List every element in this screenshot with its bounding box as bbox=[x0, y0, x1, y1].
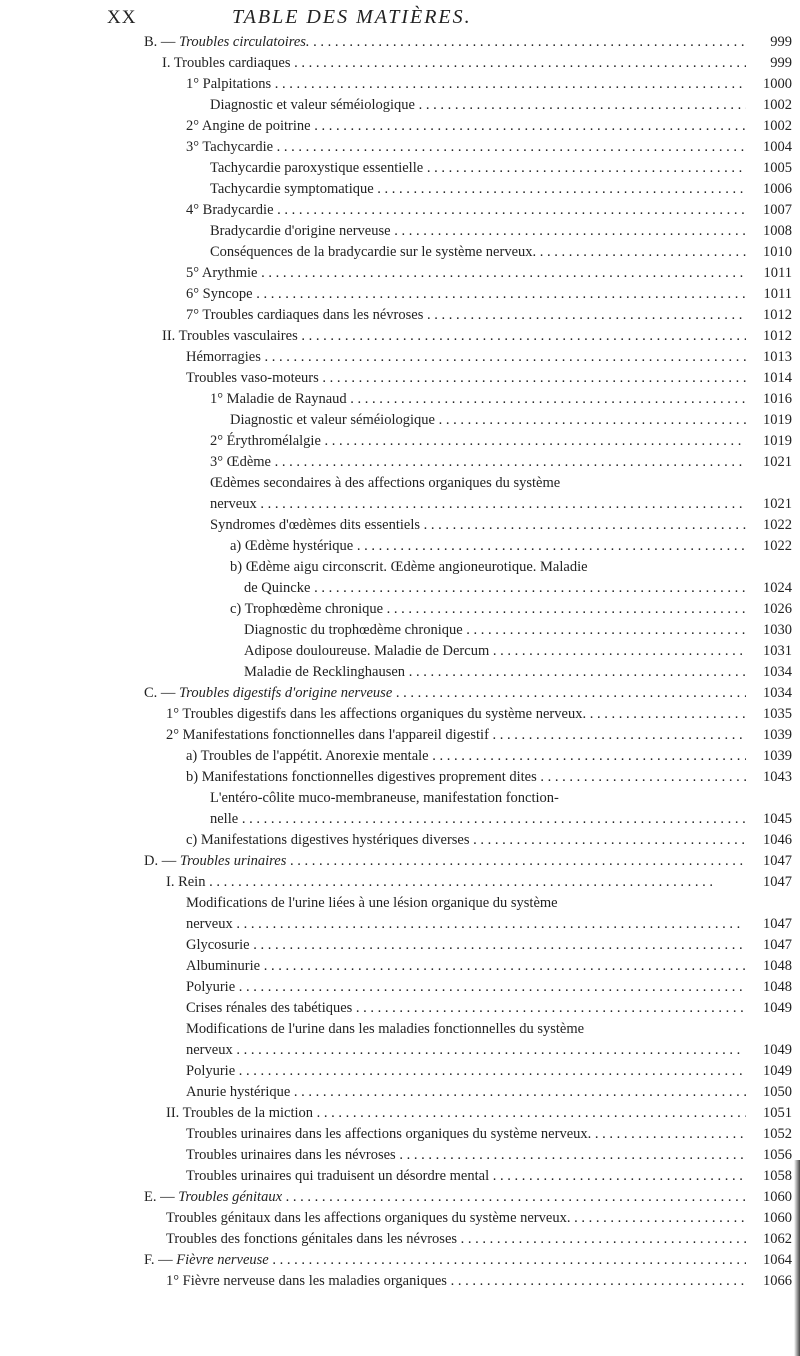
toc-entry-title bbox=[186, 998, 746, 1018]
toc-entry-page: 1060 bbox=[763, 1189, 792, 1205]
toc-entry bbox=[244, 641, 792, 661]
toc-entry-page: 1021 bbox=[763, 454, 792, 470]
toc-entry-title bbox=[166, 704, 746, 724]
toc-entry-text: 3° Tachycardie bbox=[186, 139, 274, 155]
toc-entry-page: 1019 bbox=[763, 412, 792, 428]
toc-entry bbox=[210, 473, 792, 493]
toc-entry-text: nerveux bbox=[186, 1042, 233, 1058]
toc-entry bbox=[186, 263, 792, 283]
toc-entry-text: Modifications de l'urine liées à une lésion organique du système bbox=[186, 895, 558, 911]
toc-entry-title bbox=[166, 872, 713, 892]
toc-entry bbox=[210, 158, 792, 178]
toc-entry bbox=[162, 53, 792, 73]
toc-entry-text: 6° Syncope bbox=[186, 286, 253, 302]
toc-entry-text: c) Manifestations digestives hystériques diverses bbox=[186, 832, 470, 848]
toc-entry bbox=[186, 116, 792, 136]
toc-entry-page: 1019 bbox=[763, 433, 792, 449]
toc-entry bbox=[210, 515, 792, 535]
toc-entry-italic-title: Fièvre nerveuse bbox=[176, 1252, 269, 1268]
toc-entry-text: Glycosurie bbox=[186, 937, 250, 953]
toc-entry bbox=[186, 74, 792, 94]
toc-entry-text: 7° Troubles cardiaques dans les névroses bbox=[186, 307, 424, 323]
toc-entry-text: I. Troubles cardiaques bbox=[162, 55, 291, 71]
toc-entry-page: 1010 bbox=[763, 244, 792, 260]
toc-entry-page: 1011 bbox=[763, 286, 792, 302]
toc-entry-text: E. — bbox=[144, 1189, 179, 1205]
toc-entry bbox=[186, 830, 792, 850]
toc-entry bbox=[230, 557, 792, 577]
toc-entry-title bbox=[230, 410, 746, 430]
toc-entry-page: 1002 bbox=[763, 118, 792, 134]
toc-entry-text: de Quincke bbox=[244, 580, 311, 596]
toc-entry bbox=[230, 599, 792, 619]
toc-entry bbox=[210, 242, 792, 262]
toc-entry-page: 1034 bbox=[763, 664, 792, 680]
toc-entry-title bbox=[210, 473, 560, 493]
toc-entry-title bbox=[210, 788, 559, 808]
toc-entry-page: 1026 bbox=[763, 601, 792, 617]
toc-entry-page: 1012 bbox=[763, 307, 792, 323]
toc-entry-title bbox=[186, 284, 746, 304]
toc-entry bbox=[144, 32, 792, 52]
toc-entry bbox=[210, 389, 792, 409]
toc-entry-title bbox=[210, 95, 746, 115]
toc-entry-title bbox=[186, 116, 746, 136]
toc-entry-title bbox=[186, 977, 743, 997]
toc-entry-title bbox=[210, 452, 746, 472]
toc-entry-page: 1043 bbox=[763, 769, 792, 785]
toc-entry-text: C. — bbox=[144, 685, 180, 701]
toc-entry-text: Conséquences de la bradycardie sur le système nerveux. . . bbox=[210, 244, 551, 260]
toc-entry bbox=[186, 935, 792, 955]
toc-entry-title bbox=[186, 746, 746, 766]
toc-entry bbox=[244, 662, 792, 682]
toc-entry bbox=[186, 1145, 792, 1165]
toc-entry-text: a) Troubles de l'appétit. Anorexie mentale bbox=[186, 748, 429, 764]
toc-entry bbox=[186, 1124, 792, 1144]
toc-entry-page: 1031 bbox=[763, 643, 792, 659]
toc-entry bbox=[166, 1103, 792, 1123]
toc-entry-page: 1047 bbox=[763, 916, 792, 932]
toc-entry bbox=[166, 725, 792, 745]
toc-entry-title bbox=[186, 893, 558, 913]
toc-entry-text: Diagnostic du trophœdème chronique bbox=[244, 622, 463, 638]
toc-entry-title bbox=[186, 137, 746, 157]
toc-entry bbox=[166, 1229, 792, 1249]
toc-entry-title bbox=[186, 830, 746, 850]
toc-entry-text: Modifications de l'urine dans les maladies fonctionnelles du système bbox=[186, 1021, 585, 1037]
toc-entry bbox=[210, 95, 792, 115]
toc-entry-page: 1060 bbox=[763, 1210, 792, 1226]
toc-entry-text: nerveux bbox=[186, 916, 233, 932]
toc-entry bbox=[166, 704, 792, 724]
toc-entry bbox=[186, 284, 792, 304]
toc-entry-page: 1012 bbox=[763, 328, 792, 344]
toc-entry-text: Diagnostic et valeur séméiologique bbox=[230, 412, 435, 428]
toc-entry-text: Troubles urinaires dans les affections organiques du système nerveux. bbox=[186, 1126, 592, 1142]
running-head: TABLE DES MATIÈRES. bbox=[232, 6, 472, 28]
toc-entry-text: B. — bbox=[144, 34, 180, 50]
toc-entry-text: II. Troubles vasculaires bbox=[162, 328, 298, 344]
toc-entry-italic-title: Troubles circulatoires. bbox=[179, 34, 310, 50]
toc-entry-text: 1° Troubles digestifs dans les affections organiques du système nerveux. bbox=[166, 706, 587, 722]
toc-entry-text: Polyurie bbox=[186, 1063, 236, 1079]
toc-entry-page: 1058 bbox=[763, 1168, 792, 1184]
toc-entry-text: Troubles vaso-moteurs bbox=[186, 370, 319, 386]
toc-entry-title bbox=[244, 641, 746, 661]
toc-entry-title bbox=[144, 32, 746, 52]
toc-entry-title bbox=[230, 599, 746, 619]
toc-entry bbox=[210, 179, 792, 199]
toc-entry-text: Syndromes d'œdèmes dits essentiels bbox=[210, 517, 421, 533]
toc-entry-text: Crises rénales des tabétiques bbox=[186, 1000, 353, 1016]
toc-entry-title bbox=[166, 1229, 746, 1249]
toc-entry-title bbox=[186, 1040, 740, 1060]
toc-entry-text: b) Œdème aigu circonscrit. Œdème angioneurotique. Maladie bbox=[230, 559, 588, 575]
toc-entry-text: 2° Angine de poitrine bbox=[186, 118, 311, 134]
toc-entry-page: 1024 bbox=[763, 580, 792, 596]
toc-entry-page: 1049 bbox=[763, 1063, 792, 1079]
toc-entry-italic-title: Troubles digestifs d'origine nerveuse bbox=[179, 685, 393, 701]
toc-entry bbox=[244, 620, 792, 640]
page-edge-shadow bbox=[794, 1160, 800, 1356]
toc-entry-text: F. — bbox=[144, 1252, 177, 1268]
toc-entry-page: 1004 bbox=[763, 139, 792, 155]
toc-entry bbox=[144, 1250, 792, 1270]
toc-entry bbox=[186, 1040, 792, 1060]
toc-entry-title bbox=[210, 809, 746, 829]
toc-entry bbox=[186, 1019, 792, 1039]
toc-entry-page: 1035 bbox=[763, 706, 792, 722]
toc-entry bbox=[244, 578, 792, 598]
toc-entry-title bbox=[186, 1061, 743, 1081]
toc-entry-text: 2° Érythromélalgie bbox=[210, 433, 321, 449]
toc-entry-text: I. Rein bbox=[166, 874, 206, 890]
toc-entry-page: 1039 bbox=[763, 748, 792, 764]
toc-entry-page: 999 bbox=[770, 55, 792, 71]
toc-entry-title bbox=[162, 53, 746, 73]
toc-entry-title bbox=[186, 200, 746, 220]
toc-entry bbox=[144, 1187, 792, 1207]
toc-entry bbox=[144, 851, 792, 871]
toc-entry-page: 1002 bbox=[763, 97, 792, 113]
toc-entry-text: Tachycardie paroxystique essentielle bbox=[210, 160, 424, 176]
toc-entry bbox=[210, 809, 792, 829]
toc-entry-text: D. — bbox=[144, 853, 180, 869]
toc-entry-text: Adipose douloureuse. Maladie de Dercum bbox=[244, 643, 490, 659]
toc-entry bbox=[186, 914, 792, 934]
toc-entry bbox=[186, 998, 792, 1018]
toc-entry-text: Albuminurie bbox=[186, 958, 261, 974]
toc-entry bbox=[186, 746, 792, 766]
toc-entry bbox=[210, 788, 792, 808]
toc-entry-text: Troubles urinaires qui traduisent un désordre mental bbox=[186, 1168, 490, 1184]
toc-entry-title bbox=[244, 578, 746, 598]
toc-entry-page: 1047 bbox=[763, 937, 792, 953]
toc-entry-page: 1005 bbox=[763, 160, 792, 176]
toc-entry-text: Troubles urinaires dans les névroses bbox=[186, 1147, 396, 1163]
toc-entry-title bbox=[186, 305, 746, 325]
toc-entry-page: 1048 bbox=[763, 979, 792, 995]
toc-entry bbox=[210, 221, 792, 241]
toc-entry-text: a) Œdème hystérique bbox=[230, 538, 354, 554]
toc-entry-page: 1064 bbox=[763, 1252, 792, 1268]
toc-entry-page: 1039 bbox=[763, 727, 792, 743]
toc-entry-text: 3° Œdème bbox=[210, 454, 271, 470]
toc-entry-page: 1049 bbox=[763, 1000, 792, 1016]
toc-entry bbox=[186, 1082, 792, 1102]
toc-entry bbox=[186, 368, 792, 388]
toc-entry-page: 1048 bbox=[763, 958, 792, 974]
toc-entry-text: c) Trophœdème chronique bbox=[230, 601, 384, 617]
toc-entry bbox=[186, 767, 792, 787]
toc-entry-page: 1000 bbox=[763, 76, 792, 92]
toc-entry-text: nerveux bbox=[210, 496, 257, 512]
toc-entry-text: 1° Maladie de Raynaud bbox=[210, 391, 347, 407]
toc-entry bbox=[186, 305, 792, 325]
toc-entry-title bbox=[186, 368, 746, 388]
toc-entry-text: Hémorragies bbox=[186, 349, 261, 365]
toc-entry-title bbox=[144, 1187, 746, 1207]
toc-entry-title bbox=[186, 263, 746, 283]
toc-entry-title bbox=[210, 158, 746, 178]
toc-entry-title bbox=[166, 1271, 746, 1291]
toc-entry-text: Bradycardie d'origine nerveuse bbox=[210, 223, 391, 239]
toc-entry-text: Tachycardie symptomatique bbox=[210, 181, 374, 197]
toc-entry-title bbox=[144, 1250, 746, 1270]
toc-entry-page: 1011 bbox=[763, 265, 792, 281]
toc-entry bbox=[210, 431, 792, 451]
toc-entry-title bbox=[166, 1103, 746, 1123]
toc-entry-title bbox=[210, 515, 746, 535]
toc-entry bbox=[186, 977, 792, 997]
toc-entry-text: Polyurie bbox=[186, 979, 236, 995]
toc-entry-title bbox=[166, 1208, 746, 1228]
toc-entry-title bbox=[186, 74, 746, 94]
toc-entry bbox=[166, 1271, 792, 1291]
toc-entry-title bbox=[230, 536, 746, 556]
toc-entry-title bbox=[144, 683, 746, 703]
toc-entry-text: 1° Palpitations bbox=[186, 76, 272, 92]
toc-entry bbox=[186, 200, 792, 220]
toc-entry-page: 1051 bbox=[763, 1105, 792, 1121]
toc-entry-title bbox=[186, 1124, 746, 1144]
toc-entry-page: 1006 bbox=[763, 181, 792, 197]
toc-entry-page: 1047 bbox=[763, 853, 792, 869]
toc-entry-page: 1056 bbox=[763, 1147, 792, 1163]
toc-entry-text: Anurie hystérique bbox=[186, 1084, 291, 1100]
toc-entry-page: 1021 bbox=[763, 496, 792, 512]
toc-entry-page: 1062 bbox=[763, 1231, 792, 1247]
toc-entry-page: 1052 bbox=[763, 1126, 792, 1142]
toc-entry bbox=[186, 956, 792, 976]
toc-entry-text: Diagnostic et valeur séméiologique bbox=[210, 97, 415, 113]
toc-entry-text: 1° Fièvre nerveuse dans les maladies organiques bbox=[166, 1273, 447, 1289]
toc-entry-text: b) Manifestations fonctionnelles digestives proprement dites . . bbox=[186, 769, 552, 785]
page-number: XX bbox=[107, 7, 137, 28]
toc-entry-title bbox=[186, 935, 746, 955]
toc-entry-title bbox=[166, 725, 746, 745]
toc-entry bbox=[186, 347, 792, 367]
toc-entry-page: 1050 bbox=[763, 1084, 792, 1100]
toc-entry-title bbox=[244, 662, 746, 682]
toc-entry bbox=[186, 137, 792, 157]
toc-entry-title bbox=[186, 767, 746, 787]
toc-entry-text: 5° Arythmie bbox=[186, 265, 258, 281]
toc-entry bbox=[162, 326, 792, 346]
toc-entry-page: 1022 bbox=[763, 517, 792, 533]
toc-entry bbox=[186, 893, 792, 913]
toc-entry-text: 2° Manifestations fonctionnelles dans l'appareil digestif bbox=[166, 727, 489, 743]
toc-entry-title bbox=[144, 851, 746, 871]
toc-entry bbox=[210, 494, 792, 514]
toc-entry bbox=[210, 452, 792, 472]
toc-entry bbox=[186, 1166, 792, 1186]
toc-entry-title bbox=[186, 347, 746, 367]
toc-entry-title bbox=[230, 557, 588, 577]
toc-entry bbox=[144, 683, 792, 703]
toc-entry-title bbox=[210, 221, 746, 241]
toc-entry-italic-title: Troubles urinaires bbox=[179, 853, 287, 869]
toc-entry-text: Troubles des fonctions génitales dans les névroses bbox=[166, 1231, 458, 1247]
toc-entry-text: Œdèmes secondaires à des affections organiques du système bbox=[210, 475, 561, 491]
toc-entry-title bbox=[210, 494, 746, 514]
toc-entry-title bbox=[186, 956, 746, 976]
toc-entry-title bbox=[162, 326, 746, 346]
toc-entry-page: 1046 bbox=[763, 832, 792, 848]
toc-entry-page: 999 bbox=[770, 34, 792, 50]
toc-entry-page: 1030 bbox=[763, 622, 792, 638]
toc-entry-text: Maladie de Recklinghausen bbox=[244, 664, 406, 680]
toc-entry-page: 1014 bbox=[763, 370, 792, 386]
toc-entry-text: 4° Bradycardie bbox=[186, 202, 274, 218]
toc-entry-title bbox=[210, 242, 746, 262]
toc-entry-title bbox=[186, 1166, 746, 1186]
toc-entry-italic-title: Troubles génitaux bbox=[178, 1189, 283, 1205]
toc-entry bbox=[230, 410, 792, 430]
toc-entry-title bbox=[186, 1145, 746, 1165]
toc-entry bbox=[186, 1061, 792, 1081]
toc-entry-title bbox=[210, 179, 746, 199]
toc-entry-text: L'entéro-côlite muco-membraneuse, manifestation fonction- bbox=[210, 790, 559, 806]
toc-entry-title bbox=[186, 1019, 584, 1039]
toc-entry-title bbox=[210, 431, 746, 451]
toc-entry-text: Troubles génitaux dans les affections organiques du système nerveux. bbox=[166, 1210, 571, 1226]
toc-entry bbox=[166, 1208, 792, 1228]
toc-entry-text: nelle bbox=[210, 811, 239, 827]
toc-entry-page: 1008 bbox=[763, 223, 792, 239]
toc-entry-page: 1007 bbox=[763, 202, 792, 218]
toc-entry-page: 1034 bbox=[763, 685, 792, 701]
toc-entry-title bbox=[244, 620, 746, 640]
toc-entry-page: 1049 bbox=[763, 1042, 792, 1058]
toc-entry-page: 1022 bbox=[763, 538, 792, 554]
toc-entry bbox=[166, 872, 792, 892]
toc-entry-text: II. Troubles de la miction bbox=[166, 1105, 314, 1121]
toc-entry-title bbox=[186, 914, 740, 934]
toc-entry-title bbox=[210, 389, 746, 409]
toc-entry-page: 1066 bbox=[763, 1273, 792, 1289]
toc-entry-page: 1045 bbox=[763, 811, 792, 827]
toc-entry-page: 1016 bbox=[763, 391, 792, 407]
toc-entry bbox=[230, 536, 792, 556]
toc-entry-page: 1047 bbox=[763, 874, 792, 890]
toc-entry-title bbox=[186, 1082, 746, 1102]
toc-entry-page: 1013 bbox=[763, 349, 792, 365]
